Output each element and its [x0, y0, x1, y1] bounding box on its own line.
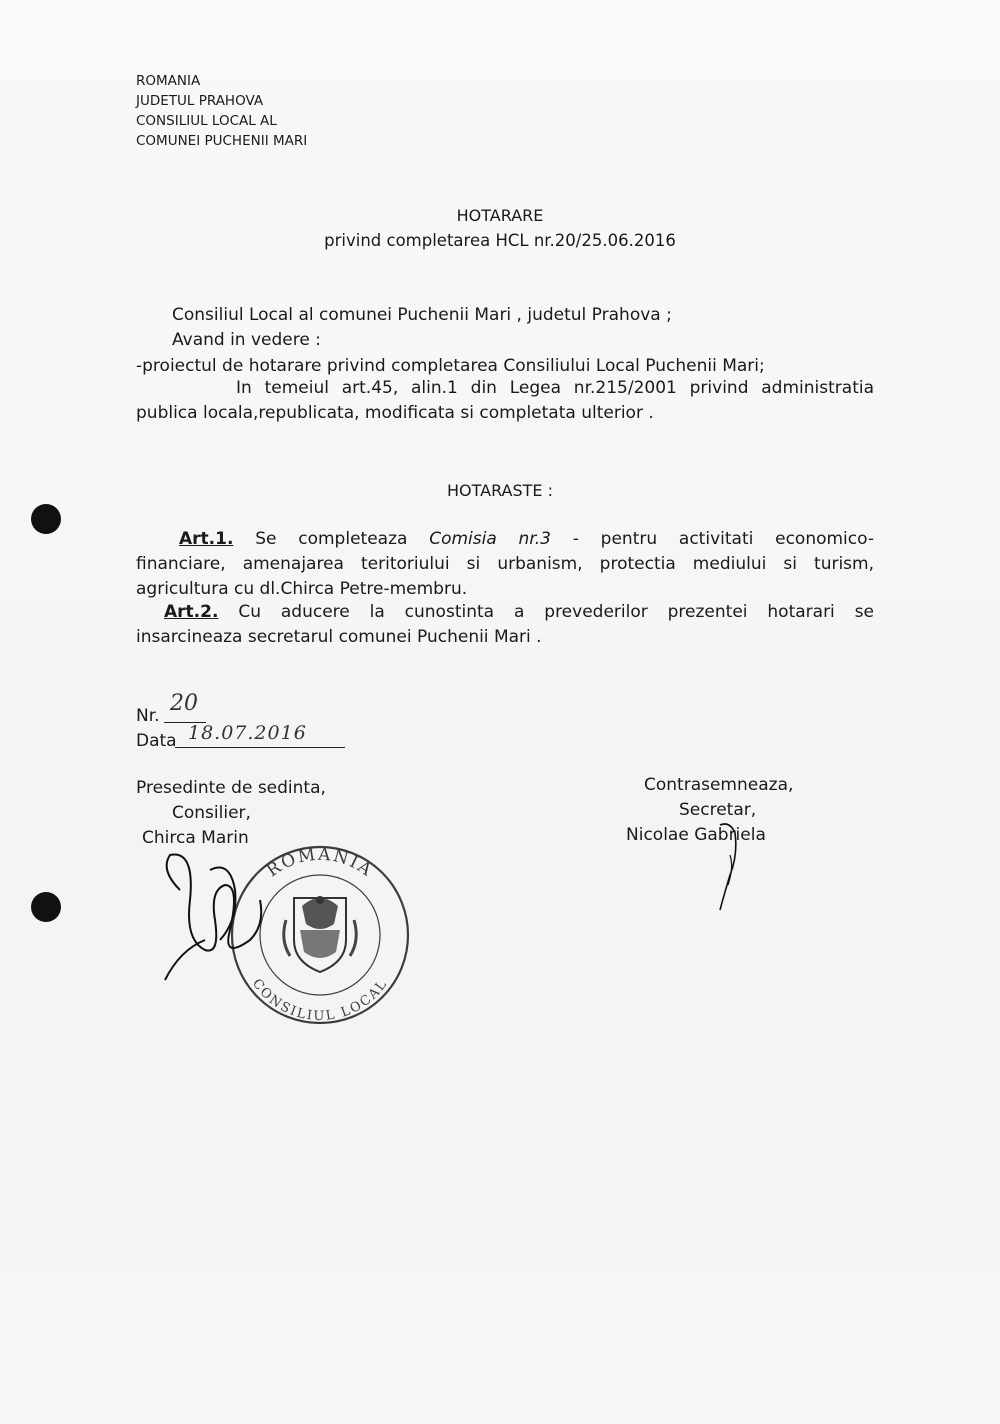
coat-of-arms-icon: [284, 896, 357, 972]
president-role: Presedinte de sedinta,: [136, 778, 326, 798]
article-1-line-2: financiare, amenajarea teritoriului si urbanism, protectia mediului si turism,: [136, 554, 874, 574]
president-name: Chirca Marin: [142, 828, 249, 848]
punch-hole-bottom: [31, 892, 61, 922]
header-country: ROMANIA: [136, 73, 201, 89]
secretary-role: Contrasemneaza,: [644, 775, 794, 795]
secretary-handwritten-signature: [700, 815, 770, 915]
article-1: [136, 527, 874, 602]
article-2-line-2: insarcineaza secretarul comunei Puchenii Mari .: [136, 627, 542, 647]
secretary-name: Nicolae Gabriela: [626, 825, 766, 845]
article-1-line-1: [136, 527, 874, 552]
punch-hole-top: [31, 504, 61, 534]
article-2-label: Art.2.: [164, 602, 219, 622]
document-subtitle: privind completarea HCL nr.20/25.06.2016: [324, 231, 676, 250]
decision-heading: HOTARASTE :: [446, 481, 554, 500]
article-2: [136, 600, 874, 650]
commission-name: Comisia nr.3: [429, 529, 551, 549]
preamble-project: -proiectul de hotarare privind completarea Consiliului Local Puchenii Mari;: [136, 356, 765, 376]
date-label: Data: [136, 731, 177, 751]
stamp-top-text: ROMANIA: [263, 844, 377, 882]
header-council: CONSILIUL LOCAL AL: [136, 113, 277, 129]
preamble-council: Consiliul Local al comunei Puchenii Mari , judetul Prahova ;: [172, 305, 672, 325]
president-title: Consilier,: [172, 803, 251, 823]
article-1-line-3: agricultura cu dl.Chirca Petre-membru.: [136, 579, 468, 599]
stamp-bottom-text: CONSILIUL LOCAL: [248, 976, 392, 1025]
article-1-text-a: Se completeaza: [233, 529, 430, 549]
nr-label: Nr.: [136, 706, 160, 726]
legal-basis-line-2: publica locala,republicata, modificata si completata ulterior .: [136, 403, 654, 423]
preamble-considering: Avand in vedere :: [172, 330, 321, 350]
document-title: HOTARARE: [456, 206, 544, 225]
header-county: JUDETUL PRAHOVA: [136, 93, 264, 109]
article-2-line-1: [136, 600, 874, 625]
date-handwritten: 18.07.2016: [188, 722, 307, 744]
nr-handwritten: 20: [170, 691, 198, 716]
official-stamp-seal: [150, 830, 420, 1030]
article-2-text: Cu aducere la cunostinta a prevederilor prezentei hotarari se: [218, 602, 874, 622]
article-1-text-b: - pentru activitati economico-: [550, 529, 874, 549]
president-handwritten-signature: [165, 855, 261, 980]
secretary-title: Secretar,: [679, 800, 757, 820]
article-1-label: Art.1.: [179, 529, 234, 549]
legal-basis-line-1: In temeiul art.45, alin.1 din Legea nr.215/2001 privind administratia: [236, 378, 874, 398]
preamble-legal-basis: [136, 376, 874, 426]
header-commune: COMUNEI PUCHENII MARI: [136, 133, 308, 149]
